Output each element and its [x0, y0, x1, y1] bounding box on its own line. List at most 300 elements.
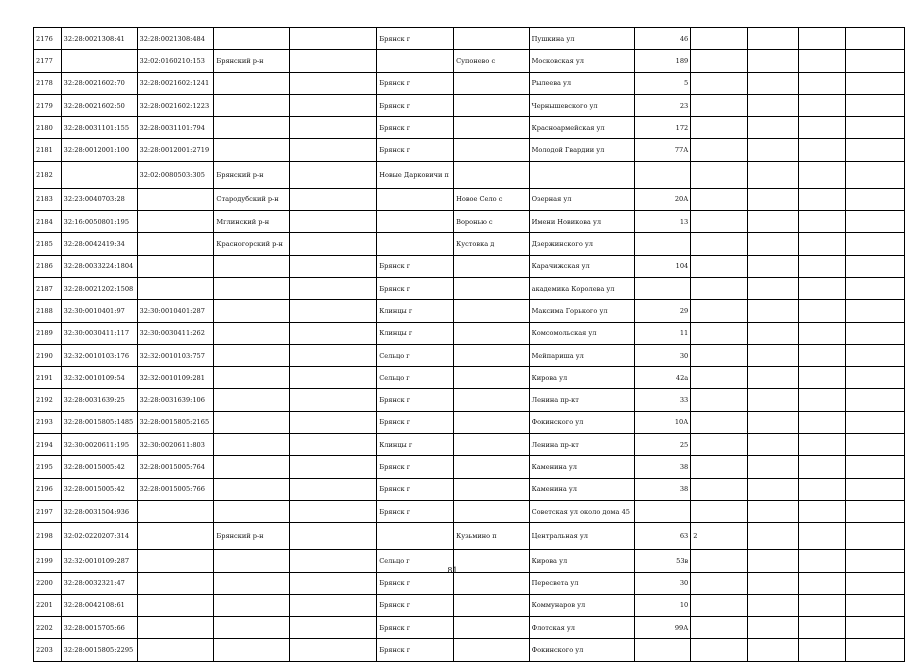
- cell-col11: [748, 572, 798, 594]
- cell-cad2: 32:28:0015005:764: [137, 456, 214, 478]
- cell-cad2: 32:28:0015005:766: [137, 478, 214, 500]
- cell-col7: [454, 277, 530, 299]
- cell-col11: [748, 277, 798, 299]
- cell-col10: [691, 500, 748, 522]
- table-row: [34, 50, 905, 72]
- cell-col7: [454, 322, 530, 344]
- cell-col12: [798, 322, 845, 344]
- cell-col6: Брянск г: [377, 255, 454, 277]
- cell-num: 2178: [34, 72, 62, 94]
- cell-col6: Брянск г: [377, 639, 454, 661]
- cell-col12: [798, 411, 845, 433]
- cell-col10: [691, 139, 748, 161]
- table-row: [34, 572, 905, 594]
- cell-cad1: 32:32:0010109:54: [61, 367, 137, 389]
- cell-col4: [214, 572, 290, 594]
- cell-col6: Брянск г: [377, 411, 454, 433]
- cell-house: 77А: [635, 139, 691, 161]
- cell-col10: [691, 28, 748, 50]
- cell-house: 42а: [635, 367, 691, 389]
- cell-num: 2201: [34, 594, 62, 616]
- cell-col5: [290, 117, 377, 139]
- cell-col10: [691, 456, 748, 478]
- cell-house: 11: [635, 322, 691, 344]
- cell-col7: [454, 389, 530, 411]
- cell-col8: Кирова ул: [529, 550, 635, 572]
- cell-col11: [748, 117, 798, 139]
- cell-col13: [846, 639, 905, 661]
- table-row: [34, 322, 905, 344]
- cell-house: 33: [635, 389, 691, 411]
- cell-col7: [454, 344, 530, 366]
- cell-col11: [748, 28, 798, 50]
- cell-cad1: 32:30:0030411:117: [61, 322, 137, 344]
- cell-house: 38: [635, 456, 691, 478]
- cell-col5: [290, 389, 377, 411]
- cell-col13: [846, 211, 905, 233]
- cell-col5: [290, 139, 377, 161]
- cell-col12: [798, 28, 845, 50]
- cell-col4: Стародубский р-н: [214, 188, 290, 210]
- cell-col6: Сельцо г: [377, 367, 454, 389]
- cell-col12: [798, 639, 845, 661]
- cell-col12: [798, 523, 845, 550]
- cell-col8: Советская ул около дома 45: [529, 500, 635, 522]
- cell-cad1: 32:28:0015805:1485: [61, 411, 137, 433]
- cell-col5: [290, 300, 377, 322]
- cell-col6: Брянск г: [377, 117, 454, 139]
- cell-cad2: [137, 500, 214, 522]
- cell-col10: [691, 639, 748, 661]
- cell-house: 104: [635, 255, 691, 277]
- cell-col4: Мглинский р-н: [214, 211, 290, 233]
- cell-col5: [290, 233, 377, 255]
- cell-cad2: 32:28:0021308:484: [137, 28, 214, 50]
- cell-col10: [691, 300, 748, 322]
- cell-house: 99А: [635, 617, 691, 639]
- cell-col5: [290, 277, 377, 299]
- cell-num: 2203: [34, 639, 62, 661]
- cell-col10: 2: [691, 523, 748, 550]
- cell-num: 2183: [34, 188, 62, 210]
- cell-cad1: 32:30:0020611:195: [61, 434, 137, 456]
- cell-cad1: 32:32:0010103:176: [61, 344, 137, 366]
- cell-col5: [290, 188, 377, 210]
- cell-cad2: [137, 211, 214, 233]
- table-row: [34, 161, 905, 188]
- cell-cad2: [137, 639, 214, 661]
- cell-col5: [290, 434, 377, 456]
- table-row: [34, 117, 905, 139]
- cell-col6: Клинцы г: [377, 300, 454, 322]
- cell-col12: [798, 300, 845, 322]
- table-row: [34, 94, 905, 116]
- cell-col4: [214, 411, 290, 433]
- cell-cad1: 32:28:0015005:42: [61, 456, 137, 478]
- cell-col8: Ленина пр-кт: [529, 434, 635, 456]
- cell-col8: Чернышевского ул: [529, 94, 635, 116]
- cell-col10: [691, 188, 748, 210]
- cell-col12: [798, 389, 845, 411]
- cell-col10: [691, 572, 748, 594]
- cell-col6: Сельцо г: [377, 550, 454, 572]
- table-row: [34, 188, 905, 210]
- cell-col11: [748, 411, 798, 433]
- cell-col7: Воронью с: [454, 211, 530, 233]
- cell-cad2: 32:28:0031639:106: [137, 389, 214, 411]
- cell-num: 2188: [34, 300, 62, 322]
- cell-col5: [290, 478, 377, 500]
- cell-cad1: 32:28:0033224:1804: [61, 255, 137, 277]
- cell-col4: [214, 117, 290, 139]
- cell-col8: Комсомольская ул: [529, 322, 635, 344]
- cell-col7: [454, 500, 530, 522]
- cell-col13: [846, 233, 905, 255]
- cell-cad1: 32:16:0050801:195: [61, 211, 137, 233]
- cell-col7: [454, 434, 530, 456]
- cell-col4: [214, 94, 290, 116]
- cell-num: 2177: [34, 50, 62, 72]
- cell-col6: Новые Дарковичи п: [377, 161, 454, 188]
- cell-col4: [214, 478, 290, 500]
- cell-house: [635, 277, 691, 299]
- cell-house: 63: [635, 523, 691, 550]
- cell-num: 2200: [34, 572, 62, 594]
- cell-cad1: 32:32:0010109:287: [61, 550, 137, 572]
- cell-col4: [214, 277, 290, 299]
- cell-col6: [377, 211, 454, 233]
- cell-col5: [290, 523, 377, 550]
- cell-col12: [798, 572, 845, 594]
- cell-col12: [798, 117, 845, 139]
- cell-house: 25: [635, 434, 691, 456]
- cell-col4: [214, 300, 290, 322]
- cell-cad2: [137, 188, 214, 210]
- cell-col13: [846, 389, 905, 411]
- cell-col4: [214, 322, 290, 344]
- cell-col7: [454, 94, 530, 116]
- cell-col7: Новое Село с: [454, 188, 530, 210]
- cell-house: 30: [635, 344, 691, 366]
- cell-col7: Супонево с: [454, 50, 530, 72]
- cell-col10: [691, 277, 748, 299]
- cell-num: 2190: [34, 344, 62, 366]
- table-row: [34, 72, 905, 94]
- cell-cad1: 32:28:0031639:25: [61, 389, 137, 411]
- cell-col4: [214, 639, 290, 661]
- cell-cad1: 32:02:0220207:314: [61, 523, 137, 550]
- cell-col5: [290, 367, 377, 389]
- cell-cad2: 32:32:0010109:281: [137, 367, 214, 389]
- cell-col12: [798, 72, 845, 94]
- cell-cad1: 32:28:0031101:155: [61, 117, 137, 139]
- cell-col11: [748, 139, 798, 161]
- cell-col6: [377, 233, 454, 255]
- cell-house: 38: [635, 478, 691, 500]
- cell-col12: [798, 500, 845, 522]
- cell-col10: [691, 367, 748, 389]
- cell-col12: [798, 161, 845, 188]
- cell-col11: [748, 322, 798, 344]
- cell-cad2: 32:32:0010103:757: [137, 344, 214, 366]
- cell-cad2: [137, 523, 214, 550]
- cell-col11: [748, 344, 798, 366]
- cell-house: 10А: [635, 411, 691, 433]
- cell-cad1: 32:28:0015805:2295: [61, 639, 137, 661]
- cell-col8: Флотская ул: [529, 617, 635, 639]
- cell-col4: [214, 28, 290, 50]
- cell-num: 2192: [34, 389, 62, 411]
- cell-col4: [214, 367, 290, 389]
- cell-col12: [798, 139, 845, 161]
- cell-col6: Брянск г: [377, 572, 454, 594]
- cell-col8: Рылеева ул: [529, 72, 635, 94]
- cell-col12: [798, 344, 845, 366]
- cell-col10: [691, 617, 748, 639]
- cell-col11: [748, 367, 798, 389]
- cell-col8: Фокинского ул: [529, 639, 635, 661]
- cell-cad2: 32:30:0030411:262: [137, 322, 214, 344]
- cell-col7: [454, 300, 530, 322]
- cell-col13: [846, 367, 905, 389]
- cell-col13: [846, 478, 905, 500]
- cell-col11: [748, 478, 798, 500]
- cell-col10: [691, 233, 748, 255]
- cell-num: 2186: [34, 255, 62, 277]
- cell-num: 2184: [34, 211, 62, 233]
- table-row: [34, 523, 905, 550]
- cell-cad2: 32:28:0021602:1223: [137, 94, 214, 116]
- cell-col5: [290, 94, 377, 116]
- cell-cad2: 32:28:0021602:1241: [137, 72, 214, 94]
- cell-col7: [454, 572, 530, 594]
- cell-house: 172: [635, 117, 691, 139]
- cell-col12: [798, 255, 845, 277]
- cell-col11: [748, 94, 798, 116]
- cell-num: 2198: [34, 523, 62, 550]
- cell-col6: Клинцы г: [377, 322, 454, 344]
- page-number: 81: [447, 566, 458, 575]
- cell-col6: Брянск г: [377, 389, 454, 411]
- cell-cad1: [61, 50, 137, 72]
- cell-col12: [798, 367, 845, 389]
- cell-num: 2181: [34, 139, 62, 161]
- cell-col12: [798, 456, 845, 478]
- cell-col11: [748, 211, 798, 233]
- cell-col10: [691, 344, 748, 366]
- table-row: [34, 389, 905, 411]
- cell-col6: Брянск г: [377, 617, 454, 639]
- cell-col4: [214, 617, 290, 639]
- cell-col8: Кирова ул: [529, 367, 635, 389]
- cell-cad1: 32:28:0015705:66: [61, 617, 137, 639]
- cell-col13: [846, 139, 905, 161]
- cell-num: 2197: [34, 500, 62, 522]
- cell-cad1: 32:28:0015005:42: [61, 478, 137, 500]
- cell-col6: Брянск г: [377, 500, 454, 522]
- table-row: [34, 456, 905, 478]
- cell-col7: [454, 28, 530, 50]
- cell-house: [635, 233, 691, 255]
- table-row: [34, 300, 905, 322]
- cell-col8: [529, 161, 635, 188]
- cell-col10: [691, 478, 748, 500]
- table-row: [34, 411, 905, 433]
- cell-col5: [290, 255, 377, 277]
- cell-cad2: 32:02:0160210:153: [137, 50, 214, 72]
- cell-col11: [748, 50, 798, 72]
- cell-col10: [691, 161, 748, 188]
- table-row: [34, 233, 905, 255]
- cell-col5: [290, 617, 377, 639]
- cell-col10: [691, 434, 748, 456]
- cell-col11: [748, 300, 798, 322]
- cell-cad1: 32:28:0021202:1508: [61, 277, 137, 299]
- cell-cad1: 32:28:0021602:70: [61, 72, 137, 94]
- cell-col13: [846, 456, 905, 478]
- cell-col10: [691, 72, 748, 94]
- cell-col13: [846, 72, 905, 94]
- cell-col13: [846, 523, 905, 550]
- cell-num: 2187: [34, 277, 62, 299]
- cell-col7: Кузьмино п: [454, 523, 530, 550]
- cell-col11: [748, 161, 798, 188]
- cell-col11: [748, 639, 798, 661]
- cell-col12: [798, 188, 845, 210]
- cell-col12: [798, 434, 845, 456]
- cell-col13: [846, 300, 905, 322]
- cell-col8: академика Королева ул: [529, 277, 635, 299]
- cell-col13: [846, 322, 905, 344]
- cell-col6: Брянск г: [377, 139, 454, 161]
- cell-col8: Дзержинского ул: [529, 233, 635, 255]
- cell-col11: [748, 617, 798, 639]
- cell-cad1: 32:23:0040703:28: [61, 188, 137, 210]
- cell-col5: [290, 211, 377, 233]
- cell-col13: [846, 411, 905, 433]
- cell-col11: [748, 434, 798, 456]
- cell-num: 2194: [34, 434, 62, 456]
- cell-cad1: [61, 161, 137, 188]
- cell-num: 2189: [34, 322, 62, 344]
- cell-col6: Брянск г: [377, 277, 454, 299]
- cell-col13: [846, 277, 905, 299]
- cell-col7: Кустовка д: [454, 233, 530, 255]
- cell-col5: [290, 344, 377, 366]
- cell-cad2: 32:28:0015805:2165: [137, 411, 214, 433]
- cell-col13: [846, 434, 905, 456]
- cell-col11: [748, 389, 798, 411]
- cell-house: 189: [635, 50, 691, 72]
- cell-col5: [290, 500, 377, 522]
- cell-col6: Брянск г: [377, 456, 454, 478]
- cell-num: 2176: [34, 28, 62, 50]
- cell-col13: [846, 161, 905, 188]
- cell-col4: [214, 389, 290, 411]
- table-row: [34, 478, 905, 500]
- cell-col5: [290, 322, 377, 344]
- cell-col8: Мейпариша ул: [529, 344, 635, 366]
- cell-house: 13: [635, 211, 691, 233]
- cell-col8: Озерная ул: [529, 188, 635, 210]
- cell-num: 2195: [34, 456, 62, 478]
- cell-cad2: 32:30:0010401:287: [137, 300, 214, 322]
- cell-house: 30: [635, 572, 691, 594]
- cell-col4: [214, 594, 290, 616]
- cell-col13: [846, 344, 905, 366]
- cell-col10: [691, 94, 748, 116]
- cell-col5: [290, 50, 377, 72]
- table-row: [34, 211, 905, 233]
- cell-house: 29: [635, 300, 691, 322]
- cell-col10: [691, 117, 748, 139]
- cell-cad2: 32:28:0012001:2719: [137, 139, 214, 161]
- cell-col5: [290, 411, 377, 433]
- cell-col13: [846, 594, 905, 616]
- cell-col8: Каменина ул: [529, 478, 635, 500]
- cell-col8: Каменина ул: [529, 456, 635, 478]
- cell-house: 46: [635, 28, 691, 50]
- cell-house: 20А: [635, 188, 691, 210]
- cell-house: 53в: [635, 550, 691, 572]
- cell-num: 2196: [34, 478, 62, 500]
- cell-col4: [214, 139, 290, 161]
- cell-cad2: [137, 572, 214, 594]
- cell-cad1: 32:30:0010401:97: [61, 300, 137, 322]
- cell-col13: [846, 188, 905, 210]
- cell-col4: Брянский р-н: [214, 523, 290, 550]
- cell-col8: Коммунаров ул: [529, 594, 635, 616]
- table-row: [34, 139, 905, 161]
- cell-num: 2180: [34, 117, 62, 139]
- cell-col7: [454, 594, 530, 616]
- cell-col12: [798, 94, 845, 116]
- cell-cad1: 32:28:0042108:61: [61, 594, 137, 616]
- cell-col5: [290, 639, 377, 661]
- cell-col8: Карачижская ул: [529, 255, 635, 277]
- cell-col10: [691, 211, 748, 233]
- cell-col13: [846, 28, 905, 50]
- cell-col12: [798, 478, 845, 500]
- cell-col7: [454, 139, 530, 161]
- table-row: [34, 434, 905, 456]
- cell-col10: [691, 594, 748, 616]
- cell-col4: Красногорский р-н: [214, 233, 290, 255]
- cell-col13: [846, 117, 905, 139]
- cell-col13: [846, 572, 905, 594]
- cell-cad2: [137, 617, 214, 639]
- cell-col8: Молодой Гвардии ул: [529, 139, 635, 161]
- cell-cad1: 32:28:0012001:100: [61, 139, 137, 161]
- cell-num: 2185: [34, 233, 62, 255]
- table-row: [34, 594, 905, 616]
- cell-col8: Максима Горького ул: [529, 300, 635, 322]
- table-row: [34, 639, 905, 661]
- cell-col7: [454, 117, 530, 139]
- cell-col13: [846, 255, 905, 277]
- cell-num: 2179: [34, 94, 62, 116]
- cell-col8: Пушкина ул: [529, 28, 635, 50]
- cell-col6: Брянск г: [377, 72, 454, 94]
- cell-col6: Брянск г: [377, 94, 454, 116]
- cell-col4: [214, 255, 290, 277]
- cell-col13: [846, 50, 905, 72]
- cell-col10: [691, 411, 748, 433]
- cell-col13: [846, 94, 905, 116]
- cell-col6: [377, 50, 454, 72]
- cell-col11: [748, 188, 798, 210]
- cell-cad1: 32:28:0021308:41: [61, 28, 137, 50]
